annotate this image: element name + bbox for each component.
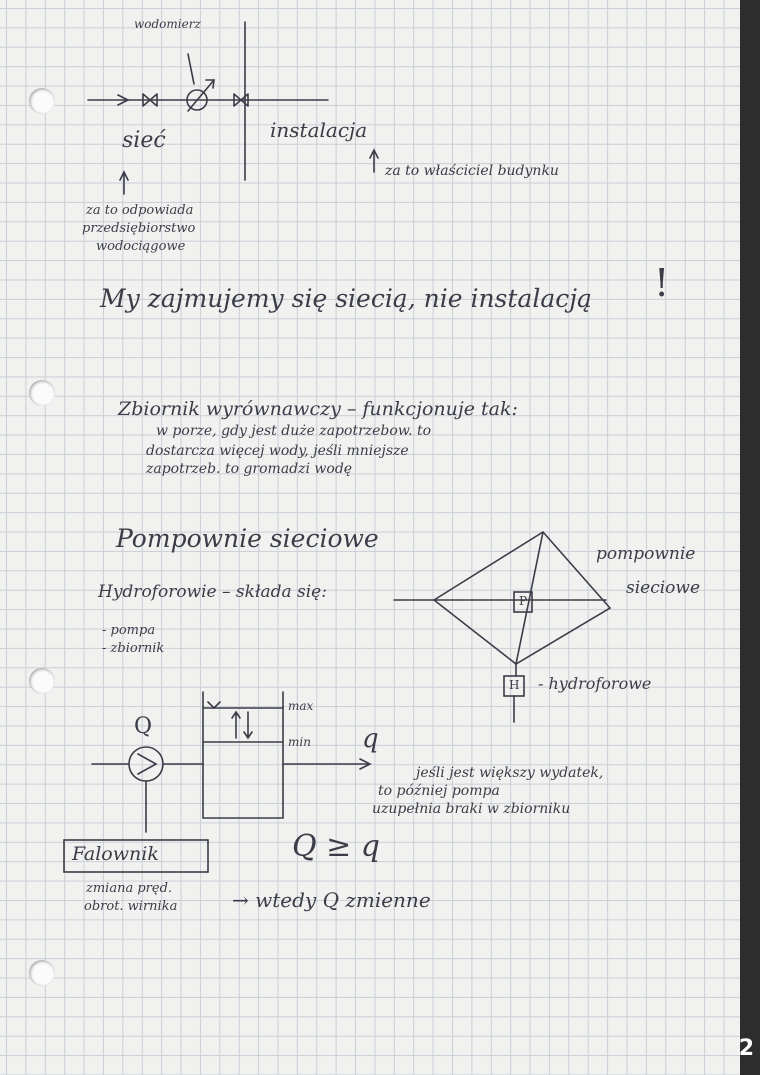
tank-definition-line-2: w porze, gdy jest duże zapotrzebow. to: [156, 423, 432, 439]
exclamation-mark: !: [654, 261, 670, 305]
hydrophore-label: - hydroforowe: [538, 674, 652, 693]
section-heading: Pompownie sieciowe: [116, 524, 379, 553]
p-box-label: P: [519, 594, 528, 608]
tank-definition-line-1: Zbiornik wyrównawczy – funkcjonuje tak:: [118, 398, 518, 420]
component-tank: - zbiornik: [102, 641, 165, 656]
flow-inequality: Q ≥ q: [292, 829, 381, 864]
page-number: 2: [738, 1036, 754, 1061]
utility-note-line-2: przedsiębiorstwo: [82, 221, 196, 236]
page-edge: [740, 0, 760, 1075]
network-diamond: [394, 532, 610, 722]
installation-label: instalacja: [270, 118, 368, 142]
main-statement: My zajmujemy się siecią, nie instalacją: [100, 284, 592, 313]
outflow-q: q: [362, 724, 379, 754]
inverter-note-2: obrot. wirnika: [84, 899, 178, 914]
component-pump: - pompa: [102, 623, 156, 638]
tank-note-line-2: to później pompa: [378, 783, 500, 799]
tank-note-line-3: uzupełnia braki w zbiorniku: [372, 801, 571, 817]
max-level-label: max: [288, 699, 314, 713]
tank-definition-line-4: zapotrzeb. to gromadzi wodę: [146, 461, 353, 477]
variable-Q-note: → wtedy Q zmienne: [232, 888, 431, 912]
hydrophore-line: Hydroforowie – składa się:: [98, 582, 327, 602]
utility-note-line-1: za to odpowiada: [86, 203, 194, 218]
utility-note-line-3: wodociągowe: [96, 239, 186, 254]
network-pumps-label-2: sieciowe: [626, 578, 701, 598]
owner-note: za to właściciel budynku: [385, 163, 559, 179]
network-label: sieć: [122, 128, 166, 153]
tank-note-line-1: jeśli jest większy wydatek,: [416, 765, 604, 781]
inverter-label: Falownik: [72, 843, 159, 865]
tank-definition-line-3: dostarcza więcej wody, jeśli mniejsze: [146, 443, 409, 459]
pipe-diagram: [88, 22, 378, 194]
network-pumps-label-1: pompownie: [596, 544, 696, 564]
pump-flow-Q: Q: [134, 714, 153, 739]
water-meter-label: wodomierz: [134, 17, 201, 31]
inverter-note-1: zmiana pręd.: [86, 881, 173, 896]
min-level-label: min: [288, 735, 311, 749]
h-box-label: H: [509, 678, 520, 692]
